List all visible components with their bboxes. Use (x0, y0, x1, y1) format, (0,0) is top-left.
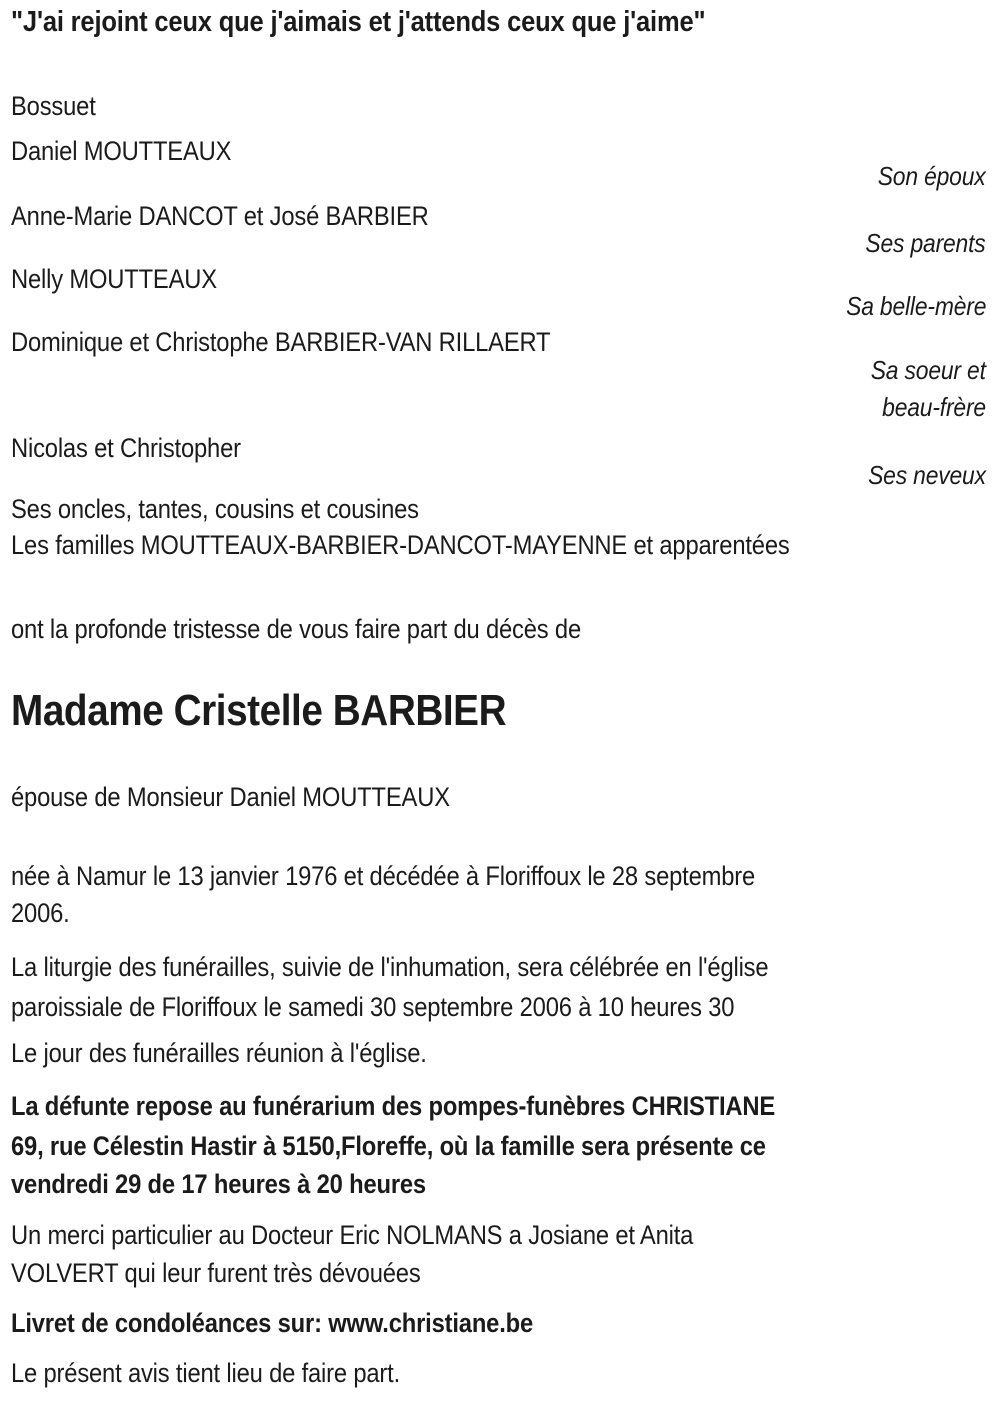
condolences-website-line: Livret de condoléances sur: www.christiane.be (11, 1308, 534, 1338)
quote-author: Bossuet (11, 91, 96, 121)
mourner-name-sister: Dominique et Christophe BARBIER-VAN RILLAERT (11, 327, 551, 357)
mourner-relation-parents: Ses parents (865, 228, 986, 258)
spouse-line: épouse de Monsieur Daniel MOUTTEAUX (11, 782, 450, 812)
funerarium-line2: 69, rue Célestin Hastir à 5150,Floreffe, où la famille sera présente ce (11, 1131, 766, 1161)
mourner-relation-spouse: Son époux (878, 161, 986, 191)
thanks-line1: Un merci particulier au Docteur Eric NOLMANS a Josiane et Anita (11, 1220, 694, 1250)
birth-death-line2: 2006. (11, 898, 70, 928)
liturgy-line2: paroissiale de Floriffoux le samedi 30 septembre 2006 à 10 heures 30 (11, 992, 735, 1022)
liturgy-line1: La liturgie des funérailles, suivie de l'inhumation, sera célébrée en l'église (11, 952, 769, 982)
mourner-name-parents: Anne-Marie DANCOT et José BARBIER (11, 201, 429, 231)
notice-line: Le présent avis tient lieu de faire part. (11, 1358, 401, 1388)
deceased-name-heading: Madame Cristelle BARBIER (11, 686, 507, 735)
family-line-families: Les familles MOUTTEAUX-BARBIER-DANCOT-MAYENNE et apparentées (11, 530, 790, 560)
birth-death-line1: née à Namur le 13 janvier 1976 et décédée à Floriffoux le 28 septembre (11, 861, 756, 891)
mourner-name-spouse: Daniel MOUTTEAUX (11, 136, 232, 166)
gathering-line: Le jour des funérailles réunion à l'église. (11, 1038, 427, 1068)
mourner-relation-nephews: Ses neveux (868, 460, 986, 490)
announcement-line: ont la profonde tristesse de vous faire part du décès de (11, 614, 581, 644)
family-line-uncles: Ses oncles, tantes, cousins et cousines (11, 494, 419, 524)
mourner-relation-sister-line2: beau-frère (882, 392, 986, 422)
mourner-name-mother-in-law: Nelly MOUTTEAUX (11, 264, 217, 294)
funerarium-line3: vendredi 29 de 17 heures à 20 heures (11, 1169, 426, 1199)
mourner-relation-sister-line1: Sa soeur et (870, 355, 986, 385)
thanks-line2: VOLVERT qui leur furent très dévouées (11, 1258, 421, 1288)
memorial-quote: "J'ai rejoint ceux que j'aimais et j'attends ceux que j'aime" (11, 6, 706, 38)
mourner-relation-mother-in-law: Sa belle-mère (845, 291, 986, 321)
mourner-name-nephews: Nicolas et Christopher (11, 433, 241, 463)
funerarium-line1: La défunte repose au funérarium des pompes-funèbres CHRISTIANE (11, 1091, 776, 1121)
